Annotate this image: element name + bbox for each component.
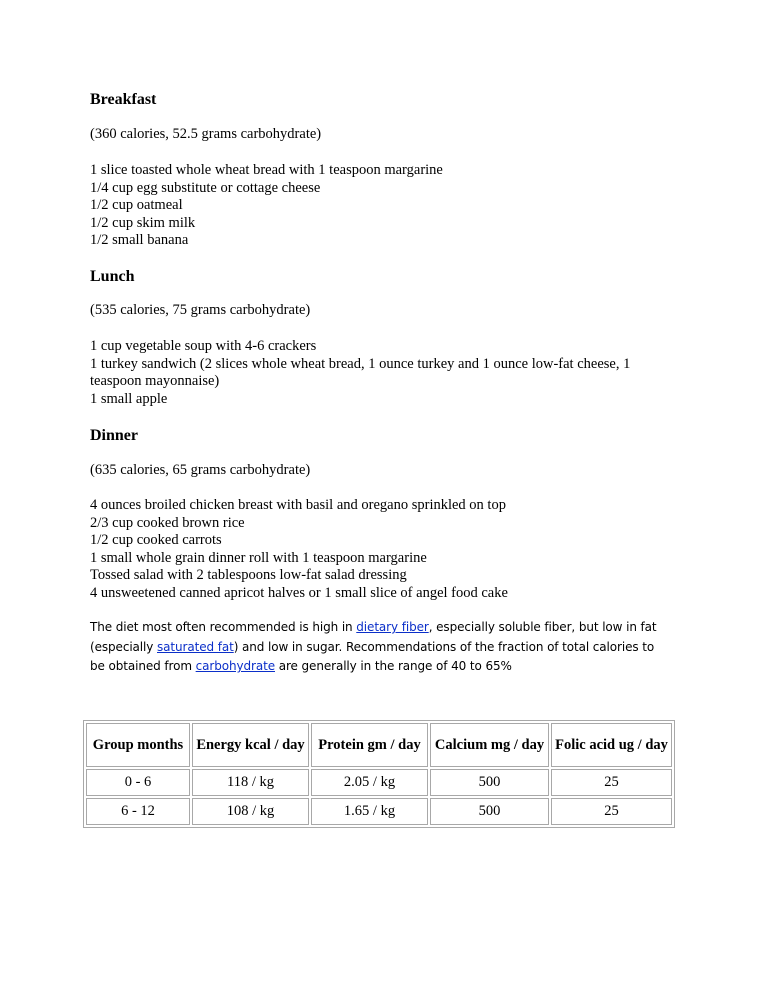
diet-note-paragraph <box>90 618 670 677</box>
header-folic-acid: Folic acid ug / day <box>551 723 672 767</box>
header-energy: Energy kcal / day <box>192 723 309 767</box>
carbohydrate-link[interactable]: carbohydrate <box>195 659 275 673</box>
table-cell: 0 - 6 <box>86 769 190 796</box>
list-item: 2/3 cup cooked brown rice <box>90 514 245 531</box>
breakfast-calories: (360 calories, 52.5 grams carbohydrate) <box>90 126 322 142</box>
table-cell: 6 - 12 <box>86 798 190 825</box>
table-cell: 2.05 / kg <box>311 769 428 796</box>
header-calcium: Calcium mg / day <box>430 723 549 767</box>
table-row <box>86 769 672 796</box>
breakfast-heading: Breakfast <box>90 91 157 108</box>
table-header-row <box>86 723 672 767</box>
list-item: Tossed salad with 2 tablespoons low-fat salad dressing <box>90 567 407 583</box>
list-item: 1/2 cup cooked carrots <box>90 532 222 548</box>
lunch-heading: Lunch <box>90 268 135 285</box>
table-cell: 108 / kg <box>192 798 309 825</box>
list-item: 1/2 cup oatmeal <box>90 197 183 213</box>
table-cell: 1.65 / kg <box>311 798 428 825</box>
dinner-items <box>90 497 680 602</box>
saturated-fat-link[interactable]: saturated fat <box>157 639 234 654</box>
list-item: 4 unsweetened canned apricot halves or 1 small slice of angel food cake <box>90 584 508 601</box>
note-text: ) and low in sugar. Recommendations of the fraction of total calories to be obtained from <box>90 639 655 673</box>
header-protein: Protein gm / day <box>311 723 428 767</box>
table-cell: 25 <box>551 769 672 796</box>
list-item: 1 small whole grain dinner roll with 1 teaspoon margarine <box>90 549 427 566</box>
list-item: 4 ounces broiled chicken breast with basil and oregano sprinkled on top <box>90 497 506 513</box>
table-cell: 118 / kg <box>192 769 309 796</box>
note-text: , especially soluble fiber, but low in fat (especially <box>90 620 657 654</box>
list-item: 1 slice toasted whole wheat bread with 1 teaspoon margarine <box>90 162 443 178</box>
list-item: 1/4 cup egg substitute or cottage cheese <box>90 179 321 196</box>
dinner-calories: (635 calories, 65 grams carbohydrate) <box>90 462 311 478</box>
dietary-fiber-link[interactable]: dietary fiber <box>356 620 429 634</box>
list-item: 1/2 cup skim milk <box>90 214 196 231</box>
table-row <box>86 798 672 825</box>
lunch-items <box>90 338 680 408</box>
list-item: 1 turkey sandwich (2 slices whole wheat bread, 1 ounce turkey and 1 ounce low-fat cheese, 1 teaspoon mayonnaise) <box>90 355 631 389</box>
list-item: 1 small apple <box>90 390 168 407</box>
table-cell: 500 <box>430 769 549 796</box>
lunch-calories: (535 calories, 75 grams carbohydrate) <box>90 302 311 318</box>
table-cell: 500 <box>430 798 549 825</box>
table-cell: 25 <box>551 798 672 825</box>
nutrition-requirements-table <box>83 720 675 828</box>
note-text: are generally in the range of 40 to 65% <box>274 659 512 673</box>
breakfast-items <box>90 162 680 250</box>
note-text: The diet most often recommended is high in <box>90 620 357 634</box>
list-item: 1 cup vegetable soup with 4-6 crackers <box>90 338 317 354</box>
header-group-months: Group months <box>86 723 190 767</box>
list-item: 1/2 small banana <box>90 232 189 248</box>
dinner-heading: Dinner <box>90 427 138 444</box>
